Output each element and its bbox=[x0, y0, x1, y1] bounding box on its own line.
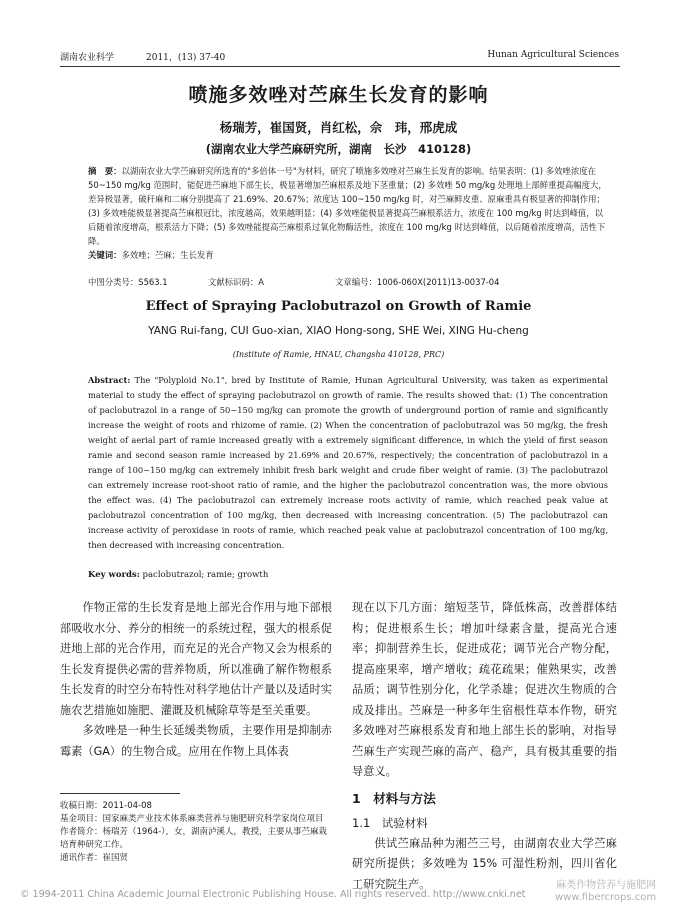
body-right-paragraph-2: 供试苎麻品种为湘苎三号，由湖南农业大学苎麻研究所提供；多效唑为 15% 可湿性粉剂，四川省化工研究院生产。 bbox=[352, 836, 617, 891]
section-heading-1-1: 1.1 试验材料 bbox=[352, 816, 428, 830]
title-en: Effect of Spraying Paclobutrazol on Growth of Ramie bbox=[145, 299, 532, 314]
footnote-fund: 基金项目：国家麻类产业技术体系麻类营养与施肥研究科学家岗位项目 bbox=[60, 814, 324, 824]
watermark-cn: 麻类作物营养与施肥网 bbox=[556, 880, 657, 891]
footnote-received: 收稿日期：2011-04-08 bbox=[60, 801, 152, 811]
body-right-paragraph-1: 现在以下几方面：缩短茎节，降低株高，改善群体结构；促进根系生长；增加叶绿素含量，提高光合速率；抑制营养生长，促进成花；调节光合产物分配，提高座果率，增产增收；疏花疏果；催熟果实，改善品质；调节性别分化，化学杀雄；促进次生物质的合成及排出。苎麻是一种多年生宿根性草本作物，研究多效唑对苎麻根系发育和地上部生长的影响，对指导苎麻生产实现苎麻的高产、稳产，具有极其重要的指导意义。 bbox=[352, 601, 617, 778]
abstract-en-text: The "Polyploid No.1", bred by Institute of Ramie, Hunan Agricultural University, was taken as experimental material to study the effect of spraying paclobutrazol on growth of ramie. The results showed that: (1) The concentration of paclobutrazol in a range of 50~150 mg/kg can promote the growth of underground portion of ramie and significantly increase the weight of roots and rhizome of ramie. (2) When the concentration of paclobutrazol was 50 mg/kg, the fresh weight of aerial part of ramie increased greatly with a extremely significant difference, in which the yield of first season ramie and second season ramie increased by 21.69% and 20.67%, respectively; the concentration of paclobutrazol in a range of 100~150 mg/kg can extremely inhibit fresh bark weight and crude fiber weight of ramie. (3) The paclobutrazol can extremely increase root-shoot ratio of ramie, and the higher the paclobutrazol concentration was, the more obvious the effect was. (4) The paclobutrazol can extremely increase roots activity of ramie, which reached peak value at paclobutrazol concentration of 100 mg/kg, then decreased with increasing concentration. (5) The paclobutrazol can increase activity of peroxidase in roots of ramie, which reached peak value at paclobutrazol concentration of 100 mg/kg, then decreased with increasing concentration. bbox=[88, 375, 608, 550]
clc-number: 中图分类号：S563.1 bbox=[88, 277, 168, 287]
watermark bbox=[555, 880, 656, 904]
keywords-en-label: Key words: bbox=[88, 570, 140, 580]
title-cn: 喷施多效唑对苎麻生长发育的影响 bbox=[188, 84, 489, 106]
authors-cn: 杨瑞芳，崔国贤，肖红松，佘 玮，邢虎成 bbox=[219, 120, 458, 135]
journal-name-en: Hunan Agricultural Sciences bbox=[487, 50, 619, 60]
institution-cn: (湖南农业大学苎麻研究所，湖南 长沙 410128) bbox=[205, 142, 472, 156]
abstract-en-label: Abstract: bbox=[88, 375, 131, 385]
body-left-paragraph-2: 多效唑是一种生长延缓类物质，主要作用是抑制赤霉素（GA）的生物合成。应用在作物上具体表 bbox=[60, 724, 332, 758]
keywords-en-text: paclobutrazol; ramie; growth bbox=[142, 570, 269, 580]
article-number: 文章编号：1006-060X(2011)13-0037-04 bbox=[335, 277, 500, 287]
body-left-column bbox=[60, 598, 332, 762]
issue-info: 2011，(13) 37-40 bbox=[146, 53, 226, 63]
journal-name-cn: 湖南农业科学 bbox=[60, 53, 115, 63]
abstract-cn bbox=[88, 164, 608, 262]
authors-en: YANG Rui-fang, CUI Guo-xian, XIAO Hong-song, SHE Wei, XING Hu-cheng bbox=[148, 325, 529, 337]
keywords-cn-label: 关键词： bbox=[88, 250, 122, 260]
abstract-cn-text: 以湖南农业大学苎麻研究所选育的"多倍体一号"为材料，研究了喷施多效唑对苎麻生长发育的影响。结果表明：(1) 多效唑浓度在 50~150 mg/kg 范围时，能促进苎麻地下部生长，极显著增加苎麻根系及地下茎重量；(2) 多效唑 50 mg/kg 处理地上部鲜重提高幅度大，差异极显著，破秆麻和二麻分别提高了 21.69%、20.67%；浓度达 100~150 mg/kg 时，对苎麻鲜皮重、原麻重具有极显著的抑制作用；(3) 多效唑能极显著提高苎麻根冠比，浓度越高，效果越明显；(4) 多效唑能极显著提高苎麻根系活力，浓度在 100 mg/kg 时达到峰值，以后随着浓度增高，根系活力下降；(5) 多效唑能提高苎麻根系过氧化物酶活性，浓度在 100 mg/kg 时达到峰值，以后随着浓度增高，活性下降。 bbox=[88, 166, 607, 246]
watermark-url: www.fibercrops.com bbox=[555, 892, 657, 903]
footnote-contact: 通讯作者：崔国贤 bbox=[60, 853, 129, 863]
keywords-cn bbox=[88, 248, 608, 262]
keywords-en bbox=[88, 570, 608, 580]
keywords-cn-text: 多效唑；苎麻；生长发育 bbox=[121, 250, 214, 260]
header-rule bbox=[60, 66, 620, 67]
abstract-en bbox=[88, 373, 608, 553]
footnote-author: 作者简介：杨瑞芳（1964-），女，湖南泸溪人，教授，主要从事苎麻栽培育种研究工作。 bbox=[60, 827, 327, 850]
body-left-paragraph-1: 作物正常的生长发育是地上部光合作用与地下部根部吸收水分、养分的相统一的系统过程，强大的根系促进地上部的光合作用，而充足的光合产物又会为根系的生长发育提供必需的营养物质，所以准确了解作物根系生长发育的时空分布特性对科学地估计产量以及适时实施农艺措施如施肥、灌溉及机械除草等是至关重要。 bbox=[60, 601, 332, 717]
section-heading-1: 1 材料与方法 bbox=[352, 790, 436, 806]
institution-en: (Institute of Ramie, HNAU, Changsha 410128, PRC) bbox=[232, 350, 445, 359]
abstract-cn-label: 摘 要： bbox=[88, 166, 122, 176]
footnote-rule bbox=[60, 793, 180, 794]
body-right-column bbox=[352, 598, 617, 895]
document-code: 文献标识码：A bbox=[208, 277, 264, 287]
footnote bbox=[60, 800, 330, 865]
copyright-footer: © 1994-2011 China Academic Journal Electronic Publishing House. All rights reserved. http://www.cnki.net bbox=[20, 889, 526, 900]
